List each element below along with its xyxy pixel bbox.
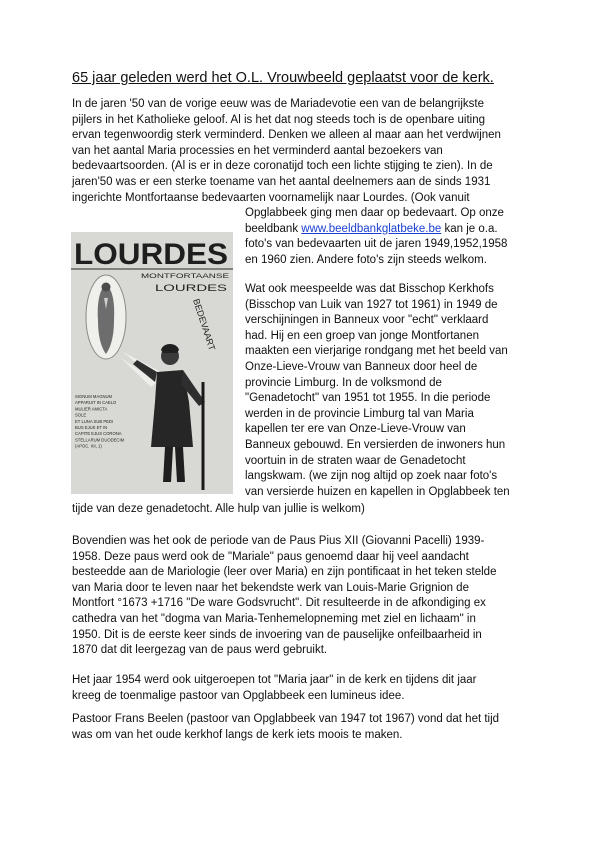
side-paragraph-1 — [245, 206, 545, 268]
text-fragment: beeldbank — [245, 222, 302, 235]
text-line: Wat ook meespeelde was dat Bisschop Kerkhofs — [245, 283, 494, 295]
text-line: Opglabbeek ging men daar op bedevaart. Op onze — [245, 207, 504, 219]
side-paragraph-2 — [245, 282, 545, 500]
poster-caption-line: APPARUIT IN CAELO — [75, 400, 117, 406]
text-line: verschijningen in Banneux voor "echt" verklaard — [245, 314, 489, 327]
text-line: 1950. Dit is de eerste keer sinds de invoering van de pauselijke onfeilbaarheid in — [72, 628, 482, 641]
poster-vertical-text: BEDEVAART — [191, 297, 218, 352]
beeldbank-link[interactable]: www.beeldbankglatbeke.be — [301, 222, 442, 235]
wrap-line — [72, 502, 542, 518]
text-line: langskwam. (we zijn nog altijd op zoek naar foto's — [245, 470, 498, 483]
text-line: Het jaar 1954 werd ook uitgeroepen tot "Maria jaar" in de kerk en tijdens dit jaar — [72, 674, 477, 686]
text-line: foto's van bedevaarten uit de jaren 1949,1952,1958 — [245, 238, 508, 251]
text-line: pijlers in het Katholieke geloof. Al is het dat nog steeds toch is de openbare uiting — [72, 113, 485, 126]
text-line: had. Hij en een groep van jonge Montfortanen — [245, 329, 479, 342]
text-line: Banneux gebouwd. En versierden de inwoners hun — [245, 438, 506, 451]
text-line: voortuin in de straten waar de Genadetocht — [245, 454, 466, 467]
text-line: van Maria door te leven naar het bekendste werk van Louis-Marie Grignion de — [72, 581, 469, 594]
text-line: werden in de provincie Limburg tal van Maria — [245, 407, 474, 420]
poster-line1: MONTFORTAANSE — [141, 273, 230, 280]
text-line: Pastoor Frans Beelen (pastoor van Opglabbeek van 1947 tot 1967) vond dat het tijd — [72, 713, 500, 725]
poster-heading: LOURDES — [74, 238, 228, 271]
maria-jaar-paragraph — [72, 673, 542, 704]
text-line: van het aantal Maria processies en het verminderd aantal bezoekers van — [72, 144, 443, 157]
lourdes-poster-image — [71, 232, 233, 494]
text-line: was om van het oude kerkhof langs de kerk iets moois te maken. — [72, 728, 403, 741]
text-line: 1870 dat dit leergezag van de paus werd gebruikt. — [72, 644, 328, 657]
poster-caption-line: STELLARUM DUODECIM — [75, 437, 125, 443]
text-line: jaren'50 was er een sterke toename van het aantal deelnemers aan de sinds 1931 — [72, 175, 491, 188]
poster-line2: LOURDES — [155, 283, 227, 293]
text-fragment: kan je o.a. — [441, 222, 498, 235]
text-line: bedevaartsoorden. (Al is er in deze coronatijd toch een lichte stijging te zien). In de — [72, 160, 493, 173]
text-line: Bovendien was het ook de periode van de Paus Pius XII (Giovanni Pacelli) 1939- — [72, 535, 485, 547]
text-line: kapellen ter ere van Onze-Lieve-Vrouw van — [245, 423, 466, 436]
pius-paragraph — [72, 534, 542, 659]
poster-illustration — [71, 232, 233, 494]
poster-caption-line: BUS EJUS ET IN — [75, 425, 108, 430]
text-line: ervan tegenwoordig sterk verminderd. Denken we alleen al maar aan het verdwijnen — [72, 129, 501, 142]
wrap-line-text: tijde van deze genadetocht. Alle hulp van jullie is welkom) — [72, 503, 365, 515]
text-line: Onze-Lieve-Vrouw van Banneux door heel de — [245, 360, 478, 373]
text-line: maakten een vierjarige rondgang met het beeld van — [245, 345, 508, 358]
poster-caption-line: SOLE — [75, 412, 87, 418]
text-line: ingerichte Montfortaanse bedevaarten voornamelijk naar Lourdes. (Ook vanuit — [72, 191, 470, 204]
text-line: In de jaren '50 van de vorige eeuw was de Mariadevotie een van de belangrijkste — [72, 98, 484, 110]
poster-caption-line: ET LUNA SUB PEDI — [75, 418, 114, 424]
intro-paragraph — [72, 97, 542, 206]
poster-caption-line: CAPITE EJUS CORONA — [75, 431, 122, 437]
text-line: (Bisschop van Luik van 1927 tot 1961) in 1949 de — [245, 298, 498, 311]
text-line — [245, 222, 545, 238]
text-line: besteedde aan de Mariologie (leer over Maria) en zijn pontificaat in het teken stelde — [72, 566, 497, 579]
poster-caption-line: SIGNUM MAGNUM — [75, 394, 112, 399]
text-line: en 1960 zien. Andere foto's zijn steeds welkom. — [245, 253, 487, 266]
pastoor-paragraph — [72, 712, 542, 743]
poster-caption-line: MULIER AMICTA — [75, 406, 108, 412]
poster-caption-line: (APOC. XII, 1) — [75, 443, 102, 449]
text-line: kreeg de toenmalige pastoor van Opglabbeek een lumineus idee. — [72, 689, 405, 702]
text-line: provincie Limburg. In de volksmond de — [245, 376, 442, 389]
text-line: van versierde huizen en kapellen in Opglabbeek ten — [245, 485, 510, 498]
text-line: "Genadetocht" van 1951 tot 1955. In die periode — [245, 392, 491, 405]
text-line: 1958. Deze paus werd ook de "Mariale" paus genoemd daar hij veel aandacht — [72, 550, 469, 563]
text-line: cathedra van het "dogma van Maria-Tenhemelopneming met ziel en lichaam" in — [72, 612, 476, 625]
text-line: Montfort °1673 +1716 "De ware Godsvrucht". Dit resulteerde in de afkondiging ex — [72, 597, 486, 610]
article-title: 65 jaar geleden werd het O.L. Vrouwbeeld geplaatst voor de kerk. — [72, 70, 494, 86]
